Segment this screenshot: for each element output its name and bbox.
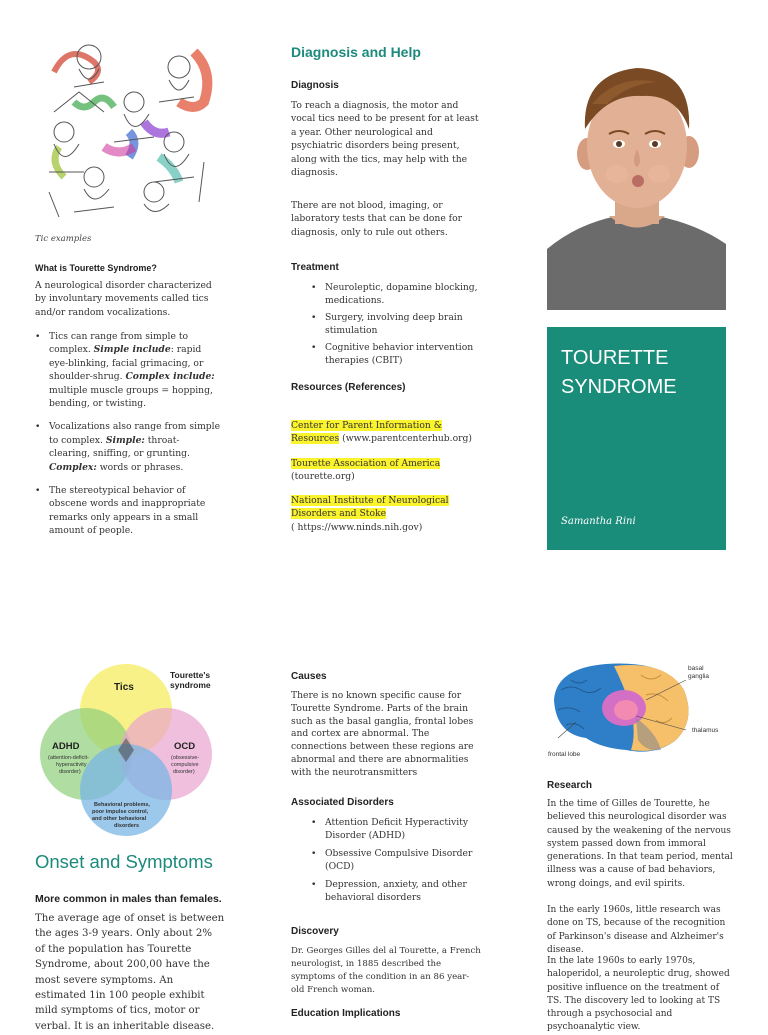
- venn-adhd: ADHD: [52, 741, 80, 752]
- education-heading: Education Implications: [291, 1008, 401, 1019]
- resource-2-name[interactable]: Tourette Association of America: [291, 458, 441, 469]
- list-item: • Neuroleptic, dopamine blocking, medications.: [311, 281, 481, 308]
- venn-tics: Tics: [114, 682, 134, 693]
- venn-adhd-sub-3: disorder): [59, 769, 81, 775]
- list-item: • Tics can range from simple to complex. Simple include: rapid eye-blinking, facial grimacing, or shoulder-shrug. Complex include: multiple muscle groups = hopping, bending, or twisting.: [35, 330, 223, 410]
- resource-1-name[interactable]: Center for Parent Information & Resources: [291, 420, 442, 445]
- venn-ts-line-1: Tourette's: [170, 670, 211, 680]
- brain-basal-1: basal: [688, 665, 704, 672]
- resources-heading: Resources (References): [291, 382, 406, 393]
- venn-diagram: [34, 664, 224, 836]
- associated-list: [311, 816, 481, 911]
- resource-1: [291, 419, 481, 446]
- venn-ts-line-2: syndrome: [170, 680, 211, 690]
- venn-adhd-sub-2: hyperactivity: [56, 762, 87, 768]
- discovery-paragraph: Dr. Georges Gilles del al Tourette, a French neurologist, in 1885 described the symptoms of the condition in an 86 year- old French woman.: [291, 946, 481, 995]
- venn-behav-2: poor impulse control,: [92, 809, 149, 815]
- treatment-list: [311, 281, 481, 374]
- resource-1-url[interactable]: (www.parentcenterhub.org): [342, 433, 472, 445]
- tic-caption: Tic examples: [35, 234, 92, 244]
- onset-subheading: More common in males than females.: [35, 893, 222, 905]
- onset-heading: Onset and Symptoms: [35, 851, 213, 872]
- list-item: • Surgery, involving deep brain stimulation: [311, 311, 481, 338]
- resource-2: [291, 457, 481, 484]
- brain-diagram: [546, 660, 726, 760]
- associated-heading: Associated Disorders: [291, 797, 394, 808]
- list-item: • Depression, anxiety, and other behavioral disorders: [311, 878, 481, 905]
- venn-behav-1: Behavioral problems,: [94, 802, 150, 808]
- onset-paragraph: The average age of onset is between the ages 3-9 years. Only about 2% of the population has Tourette Syndrome, about 200,00 have the most severe symptoms. An estimated 1in 100 people exhibit mild symptoms of tics, motor or verbal. It is an inheritable disease.: [35, 913, 225, 1032]
- brain-thalamus: thalamus: [692, 727, 719, 734]
- diagnosis-paragraph-2: There are not blood, imaging, or laboratory tests that can be done for diagnosis, only to rule out others.: [291, 200, 463, 238]
- research-paragraph-2: In the early 1960s, little research was done on TS, because of the recognition of Parkinson's disease and Alzheimer's disease.: [547, 905, 726, 955]
- venn-ocd-sub-1: (obsessive-: [171, 755, 200, 761]
- treatment-heading: Treatment: [291, 262, 339, 273]
- list-item: • Cognitive behavior intervention therapies (CBIT): [311, 341, 481, 368]
- list-item: • Vocalizations also range from simple to complex. Simple: throat- clearing, sniffing, or grunting. Complex: words or phrases.: [35, 420, 223, 474]
- cover-title-line-1: TOURETTE: [561, 347, 669, 369]
- cover-panel: [547, 327, 726, 550]
- research-paragraph-3: In the late 1960s to early 1970s, haloperidol, a neuroleptic drug, showed positive influence on the treatment of TS. The discovery led to looking at TS through a psychosocial and psychoanalytic view.: [547, 956, 730, 1033]
- diagnosis-paragraph-1: To reach a diagnosis, the motor and vocal tics need to be present for at least a year. Other neurological and psychiatric disorders being present, along with the tics, may help with the diagnosis.: [291, 100, 479, 179]
- venn-behav-4: disorders: [114, 823, 140, 829]
- brain-frontal: frontal lobe: [548, 751, 581, 758]
- cover-author: Samantha Rini: [561, 516, 636, 527]
- resource-2-url[interactable]: (tourette.org): [291, 471, 355, 483]
- venn-behav-3: and other behavioral: [92, 816, 147, 822]
- list-item: • The stereotypical behavior of obscene words and inappropriate remarks only appears in a small amount of people.: [35, 484, 223, 538]
- discovery-heading: Discovery: [291, 926, 339, 937]
- cover-title-line-2: SYNDROME: [561, 376, 677, 398]
- venn-adhd-sub-1: (attention-deficit-: [48, 755, 89, 761]
- venn-ocd-sub-3: disorder): [173, 769, 195, 775]
- resource-3-name[interactable]: National Institute of Neurological Disorders and Stoke: [291, 495, 449, 520]
- resource-3-url[interactable]: ( https://www.ninds.nih.gov): [291, 521, 423, 533]
- list-item: • Obsessive Compulsive Disorder (OCD): [311, 847, 481, 874]
- list-item: • Attention Deficit Hyperactivity Disorder (ADHD): [311, 816, 481, 843]
- research-heading: Research: [547, 780, 593, 791]
- causes-heading: Causes: [291, 671, 327, 682]
- tic-examples-illustration: [34, 32, 222, 222]
- diagnosis-help-heading: Diagnosis and Help: [291, 44, 421, 60]
- cover-title: [561, 344, 677, 402]
- what-paragraph: A neurological disorder characterized by involuntary movements called tics and/or random vocalizations.: [35, 280, 212, 318]
- what-heading: What is Tourette Syndrome?: [35, 263, 157, 273]
- boy-photo: [547, 34, 726, 310]
- venn-ocd: OCD: [174, 741, 196, 752]
- tic-bullets: [35, 330, 223, 545]
- diagnosis-heading: Diagnosis: [291, 80, 339, 91]
- brain-basal-2: ganglia: [688, 673, 709, 680]
- causes-paragraph: There is no known specific cause for Tourette Syndrome. Parts of the brain such as the basal ganglia, frontal lobes and cortex are abnormal. The connections between these regions are abnormal and there are abnormalities with the neurotransmitters: [291, 690, 474, 778]
- resource-3: [291, 494, 456, 534]
- research-paragraph-1: In the time of Gilles de Tourette, he believed this neurological disorder was caused by the weakening of the nervous system passed down from immoral generations. In that team period, mental illness was a cause of bad behaviors, wrong doings, and evil spirits.: [547, 799, 733, 889]
- venn-ocd-sub-2: compulsive: [171, 762, 199, 768]
